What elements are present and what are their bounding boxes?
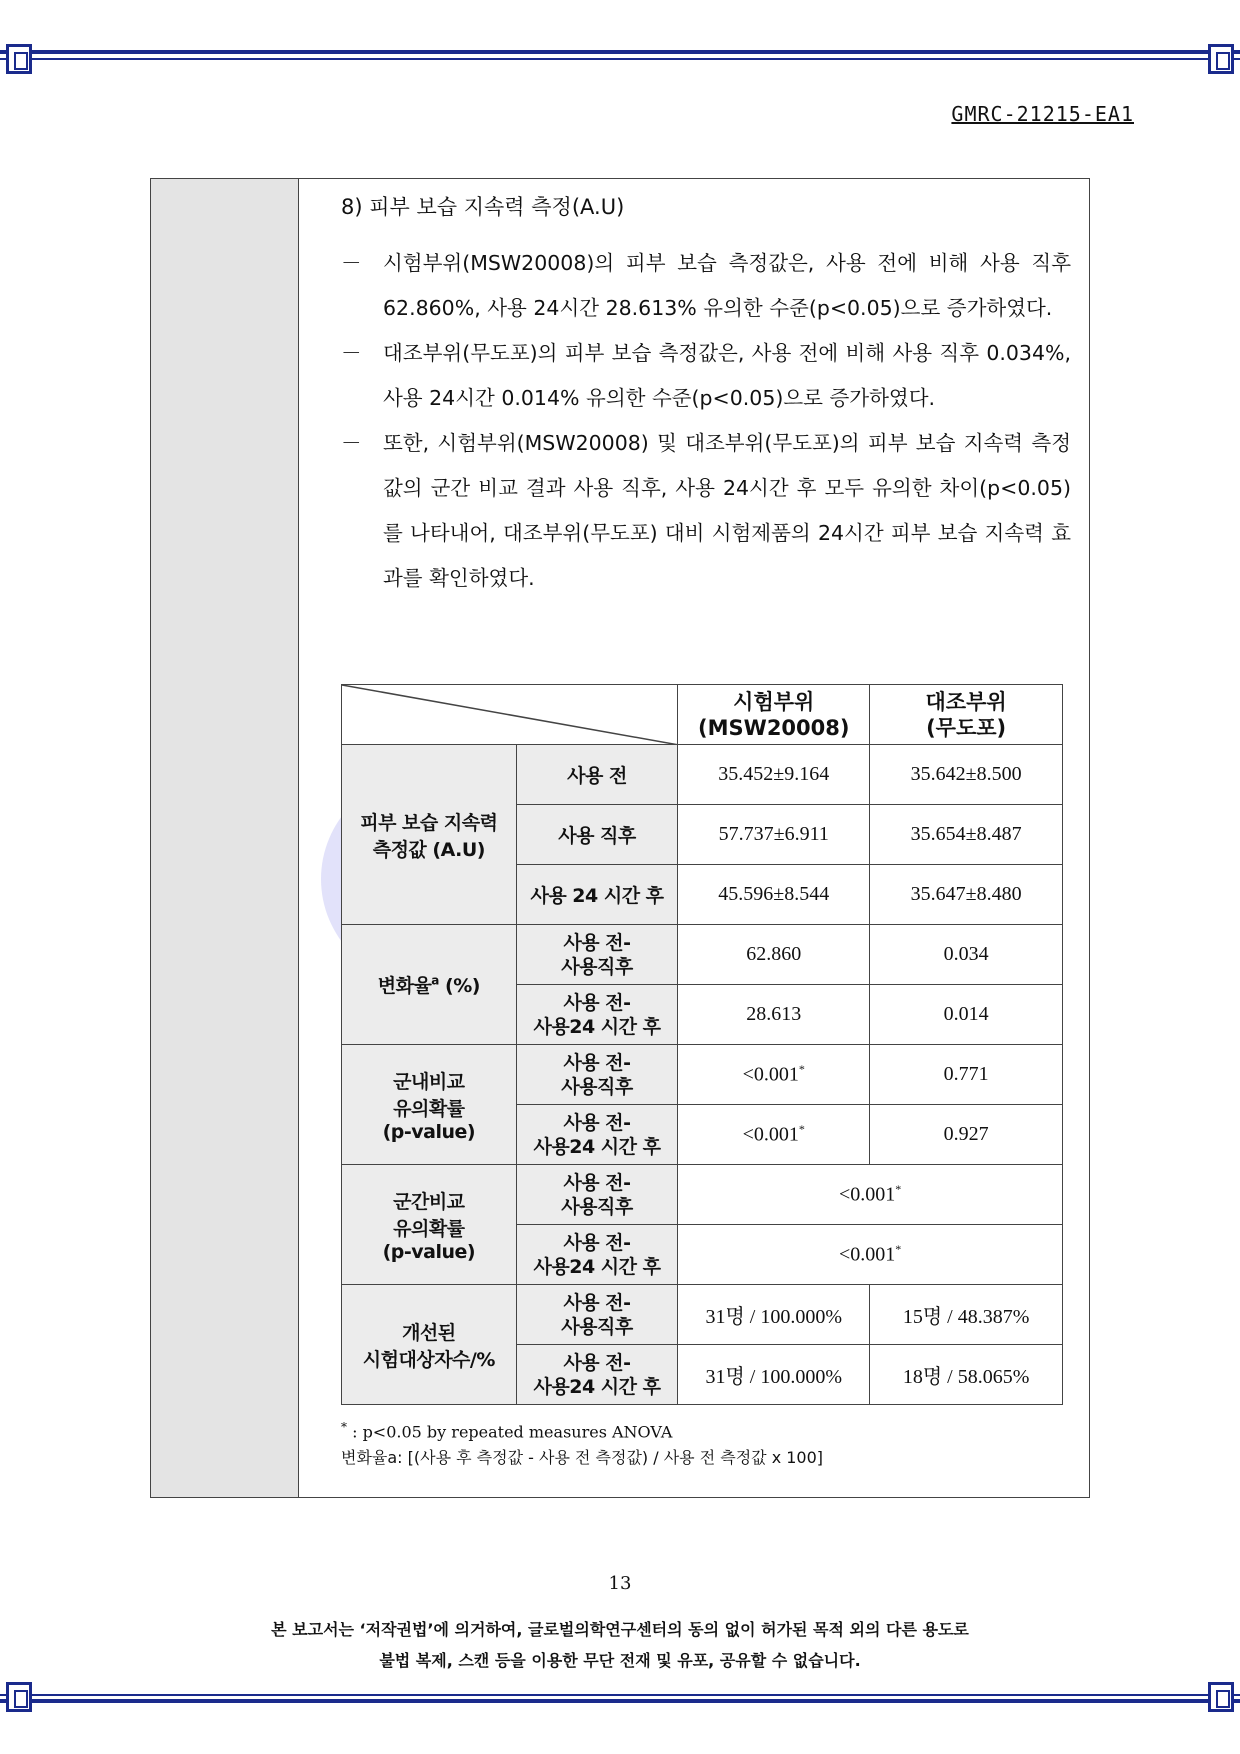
page-number: 13 xyxy=(608,1573,632,1594)
side-column xyxy=(151,179,299,1497)
table-cell: 45.596±8.544 xyxy=(678,865,870,925)
group-label-within-group xyxy=(342,1045,517,1165)
header-test-label: 시험부위 xyxy=(733,689,815,714)
bullet-paragraph xyxy=(341,421,1071,601)
cell-value: <0.001 xyxy=(742,1063,799,1086)
group-label-line: 피부 보습 지속력 xyxy=(360,811,498,834)
table-row xyxy=(342,745,1063,805)
section-heading: 8) 피부 보습 지속력 측정(A.U) xyxy=(341,195,625,219)
cell-value: <0.001 xyxy=(839,1183,896,1206)
row-label-line: 사용 전- xyxy=(563,931,631,954)
row-label-line: 사용24 시간 후 xyxy=(533,1255,661,1278)
row-label-comparison xyxy=(516,1165,678,1225)
table-cell: 31명 / 100.000% xyxy=(678,1345,870,1405)
table-cell: 28.613 xyxy=(678,985,870,1045)
group-label-line: 시험대상자수/% xyxy=(362,1348,495,1371)
copyright-notice-line: 본 보고서는 ‘저작권법’에 의거하여, 글로벌의학연구센터의 동의 없이 허가된 목적 외의 다른 용도로 xyxy=(271,1620,969,1639)
table-row xyxy=(342,1045,1063,1105)
row-label-comparison xyxy=(516,1045,678,1105)
section-content xyxy=(341,191,1071,601)
table-cell: 35.647±8.480 xyxy=(870,865,1063,925)
corner-ornament-top-left xyxy=(6,44,32,74)
table-cell: 35.642±8.500 xyxy=(870,745,1063,805)
footnote-text: : p<0.05 by repeated measures ANOVA xyxy=(347,1422,673,1442)
table-cell: 0.034 xyxy=(870,925,1063,985)
bottom-border-line xyxy=(0,1699,1240,1703)
bullet-text: 또한, 시험부위(MSW20008) 및 대조부위(무도포)의 피부 보습 지속력 측정값의 군간 비교 결과 사용 직후, 사용 24시간 후 모두 유의한 차이(p<0.05)를 나타내어, 대조부위(무도포) 대비 시험제품의 24시간 피부 보습 지속력 효과를 확인하였다. xyxy=(383,431,1071,590)
table-cell: 18명 / 58.065% xyxy=(870,1345,1063,1405)
table-cell: 35.452±9.164 xyxy=(678,745,870,805)
copyright-notice-line: 불법 복제, 스캔 등을 이용한 무단 전재 및 유포, 공유할 수 없습니다. xyxy=(379,1651,861,1670)
footnote-mark: * xyxy=(341,1420,347,1434)
bullet-text: 시험부위(MSW20008)의 피부 보습 측정값은, 사용 전에 비해 사용 직후 62.860%, 사용 24시간 28.613% 유의한 수준(p<0.05)으로 증가하였다. xyxy=(383,251,1071,320)
row-label: 사용 직후 xyxy=(516,805,678,865)
table-cell: 0.771 xyxy=(870,1045,1063,1105)
row-label-line: 사용 전- xyxy=(563,991,631,1014)
cell-value: <0.001 xyxy=(742,1123,799,1146)
row-label-line: 사용직후 xyxy=(561,1075,633,1098)
table-footnotes xyxy=(341,1414,823,1471)
header-control-sub: (무도포) xyxy=(926,715,1007,740)
significance-mark: * xyxy=(798,1062,805,1077)
group-label-line: 유의확률 xyxy=(393,1097,465,1120)
copyright-notice xyxy=(0,1614,1240,1676)
row-label-comparison xyxy=(516,925,678,985)
footnote-change-rate: 변화율a: [(사용 후 측정값 - 사용 전 측정값) / 사용 전 측정값 x 100] xyxy=(341,1448,824,1468)
group-label-text: 변화율 xyxy=(377,975,432,997)
row-label-line: 사용 전- xyxy=(563,1351,631,1374)
group-label-line: 군내비교 xyxy=(393,1070,465,1093)
significance-mark: * xyxy=(895,1182,902,1197)
row-label-line: 사용 전- xyxy=(563,1111,631,1134)
bottom-border-line-thin xyxy=(0,1694,1240,1696)
content-frame xyxy=(150,178,1090,1498)
group-label-line: (p-value) xyxy=(382,1120,476,1143)
document-id: GMRC-21215-EA1 xyxy=(951,102,1134,126)
cell-value: <0.001 xyxy=(839,1243,896,1266)
group-label-line: 군간비교 xyxy=(393,1190,465,1213)
row-label-line: 사용직후 xyxy=(561,1315,633,1338)
row-label-line: 사용직후 xyxy=(561,955,633,978)
table-cell: 15명 / 48.387% xyxy=(870,1285,1063,1345)
table-row xyxy=(342,925,1063,985)
row-label-line: 사용 전- xyxy=(563,1171,631,1194)
row-label-line: 사용 전- xyxy=(563,1231,631,1254)
group-label-line: 측정값 (A.U) xyxy=(372,838,485,861)
bullet-paragraph xyxy=(341,241,1071,331)
row-label-line: 사용직후 xyxy=(561,1195,633,1218)
group-label-improved-subjects xyxy=(342,1285,517,1405)
group-label-line: 유의확률 xyxy=(393,1217,465,1240)
row-label-comparison xyxy=(516,1225,678,1285)
bullet-dash: － xyxy=(341,431,362,455)
table-cell xyxy=(678,1045,870,1105)
table-cell: 57.737±6.911 xyxy=(678,805,870,865)
table-cell: 0.927 xyxy=(870,1105,1063,1165)
group-label-measurement xyxy=(342,745,517,925)
superscript: a xyxy=(431,973,439,988)
header-test-sub: (MSW20008) xyxy=(698,715,850,740)
top-border-line-thin xyxy=(0,58,1240,60)
row-label-line: 사용24 시간 후 xyxy=(533,1135,661,1158)
group-label-unit: (%) xyxy=(438,975,480,997)
row-label-comparison xyxy=(516,985,678,1045)
diagonal-line xyxy=(342,685,679,745)
corner-ornament-top-right xyxy=(1208,44,1234,74)
footnote-significance xyxy=(341,1414,823,1445)
group-label-line: (p-value) xyxy=(382,1240,476,1263)
bullet-dash: － xyxy=(341,251,362,275)
table-cell: 62.860 xyxy=(678,925,870,985)
table-cell: 31명 / 100.000% xyxy=(678,1285,870,1345)
bullet-text: 대조부위(무도포)의 피부 보습 측정값은, 사용 전에 비해 사용 직후 0.034%, 사용 24시간 0.014% 유의한 수준(p<0.05)으로 증가하였다. xyxy=(383,341,1071,410)
group-label-line: 개선된 xyxy=(402,1321,456,1344)
row-label-comparison xyxy=(516,1105,678,1165)
header-control-label: 대조부위 xyxy=(925,689,1007,714)
row-label: 사용 전 xyxy=(516,745,678,805)
bullet-paragraph xyxy=(341,331,1071,421)
row-label-comparison xyxy=(516,1285,678,1345)
table-cell xyxy=(678,1105,870,1165)
table-row xyxy=(342,1165,1063,1225)
table-row xyxy=(342,1285,1063,1345)
table-cell: 35.654±8.487 xyxy=(870,805,1063,865)
row-label-line: 사용24 시간 후 xyxy=(533,1375,661,1398)
group-label-change-rate xyxy=(342,925,517,1045)
row-label-line: 사용 전- xyxy=(563,1051,631,1074)
header-control-site xyxy=(870,685,1063,745)
results-table xyxy=(341,684,1063,1405)
table-cell-merged xyxy=(678,1225,1063,1285)
row-label-comparison xyxy=(516,1345,678,1405)
corner-ornament-bottom-left xyxy=(6,1682,32,1712)
corner-ornament-bottom-right xyxy=(1208,1682,1234,1712)
table-cell: 0.014 xyxy=(870,985,1063,1045)
diagonal-header-cell xyxy=(342,685,678,745)
bullet-dash: － xyxy=(341,341,362,365)
significance-mark: * xyxy=(895,1242,902,1257)
row-label-line: 사용 전- xyxy=(563,1291,631,1314)
table-cell-merged xyxy=(678,1165,1063,1225)
table-header-row xyxy=(342,685,1063,745)
row-label: 사용 24 시간 후 xyxy=(516,865,678,925)
group-label-between-group xyxy=(342,1165,517,1285)
row-label-line: 사용24 시간 후 xyxy=(533,1015,661,1038)
top-border-line xyxy=(0,50,1240,54)
header-test-site xyxy=(678,685,870,745)
significance-mark: * xyxy=(798,1122,805,1137)
